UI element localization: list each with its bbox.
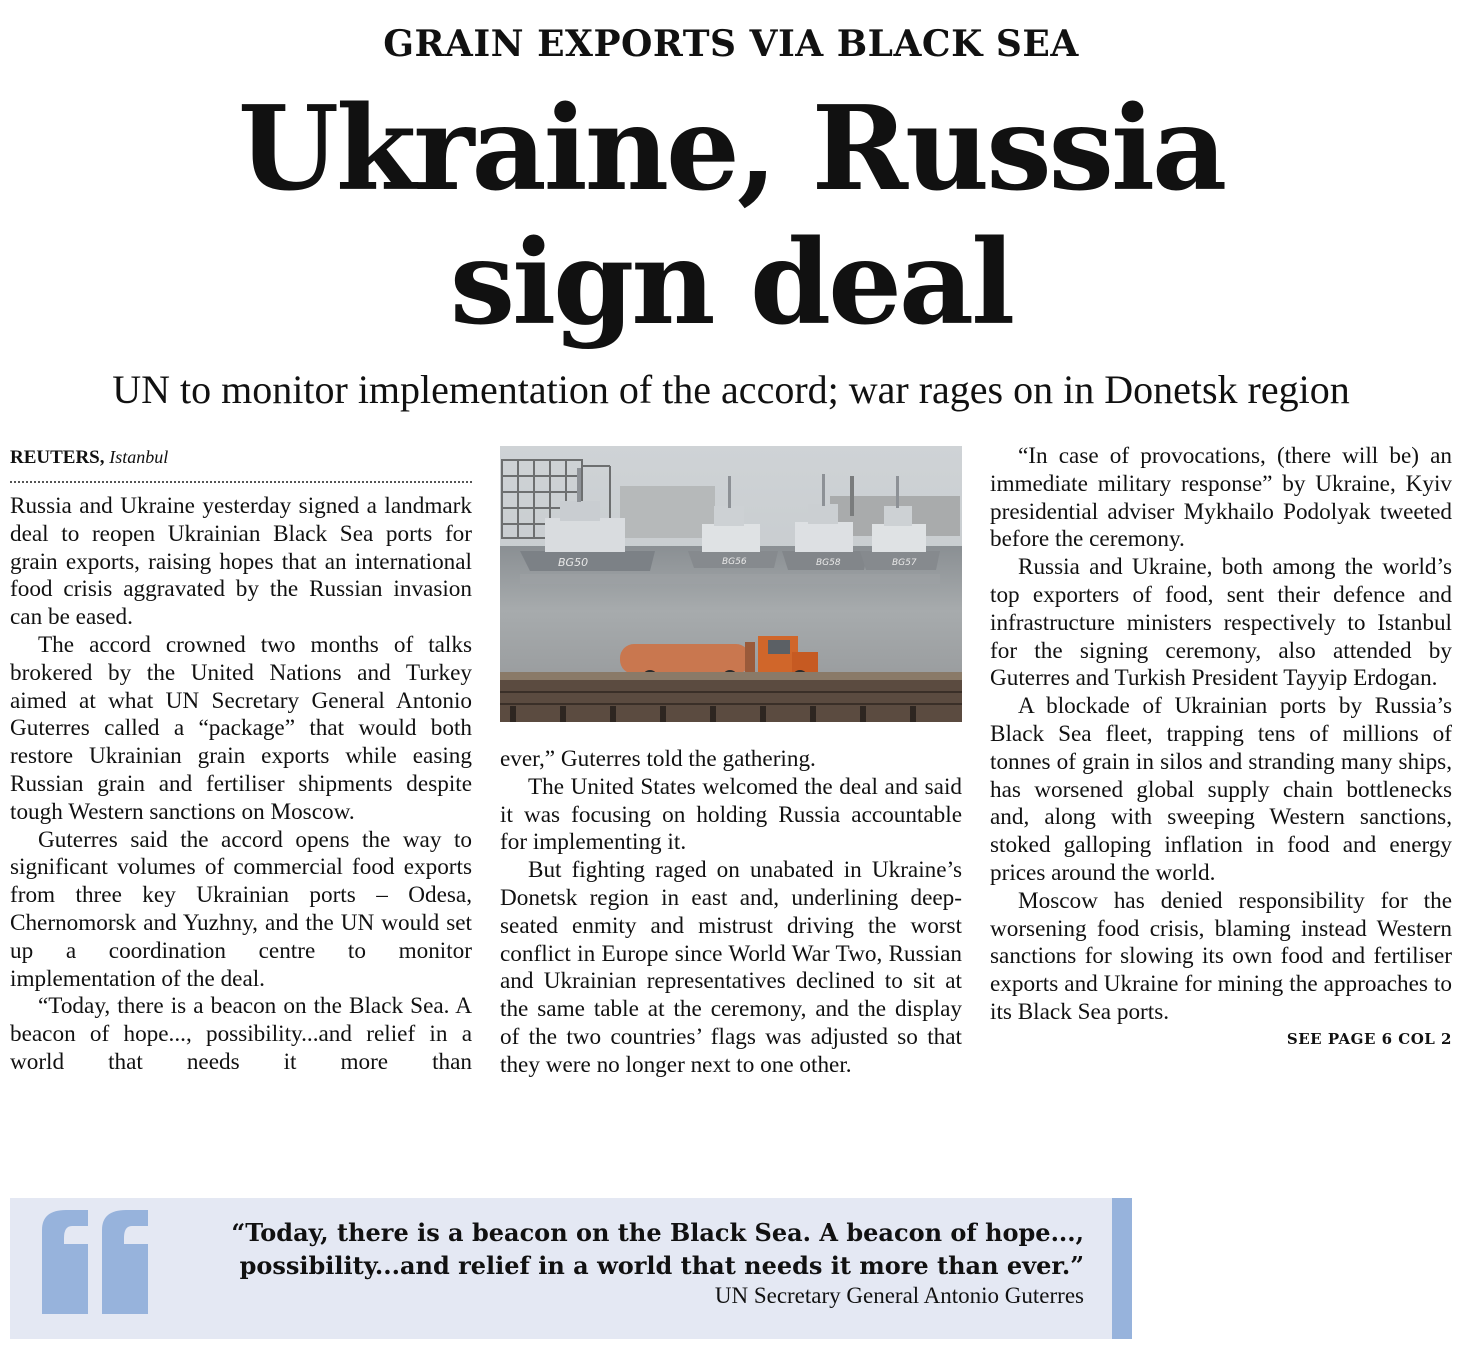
- paragraph: “Today, there is a beacon on the Black Sea. A beacon of hope..., possibility...and relief in a world that needs it more than: [10, 993, 472, 1075]
- hull-number: BG56: [722, 557, 747, 567]
- byline-agency: REUTERS,: [10, 447, 105, 468]
- headline-line-1: Ukraine, Russia: [237, 81, 1225, 217]
- paragraph: ever,” Guterres told the gathering.: [500, 746, 816, 772]
- paragraph: Moscow has denied responsibility for the worsening food crisis, blaming instead Western sanctions for slowing its own food and fertiliser exports and Ukraine for mining the approaches to its Black Sea ports.: [990, 887, 1452, 1025]
- hull-number: BG50: [558, 556, 589, 569]
- quotation-mark-icon: [36, 1204, 156, 1324]
- article-column-3: [990, 443, 1452, 1051]
- paragraph: The United States welcomed the deal and said it was focusing on holding Russia accountable for implementing it.: [500, 773, 962, 856]
- pull-quote-attribution: UN Secretary General Antonio Guterres: [714, 1283, 1084, 1308]
- pull-quote-accent-bar: [1112, 1198, 1132, 1339]
- paragraph: Russia and Ukraine yesterday signed a landmark deal to reopen Ukrainian Black Sea ports for grain exports, raising hopes that an international food crisis aggravated by the Russian invasion can be eased.: [10, 493, 472, 631]
- hull-number: BG57: [892, 558, 917, 568]
- ships-and-tanker-illustration: [500, 446, 962, 722]
- headline-line-2: sign deal: [449, 215, 1013, 351]
- pull-quote-text: [184, 1216, 1084, 1282]
- pull-quote-box: [10, 1198, 1132, 1339]
- headline: [0, 82, 1462, 350]
- pull-quote-line-2: possibility...and relief in a world that needs it more than ever.”: [239, 1251, 1084, 1280]
- continued-on-page: SEE PAGE 6 COL 2: [1286, 1029, 1452, 1048]
- article-column-2: [500, 746, 962, 1080]
- byline: [10, 443, 472, 483]
- paragraph: But fighting raged on unabated in Ukraine’s Donetsk region in east and, underlining deep-seated enmity and mistrust driving the worst conflict in Europe since World War Two, Russian and Ukrainian representatives declined to sit at the same table at the ceremony, and the display of the two countries’ flags was adjusted so that they were no longer next to one other.: [500, 857, 962, 1078]
- paragraph: A blockade of Ukrainian ports by Russia’s Black Sea fleet, trapping tens of millions of tonnes of grain in silos and stranding many ships, has worsened global supply chain bottlenecks and, along with sweeping Western sanctions, stoked galloping inflation in food and energy prices around the world.: [990, 693, 1452, 886]
- paragraph: Russia and Ukraine, both among the world’s top exporters of food, sent their defence and infrastructure ministers respectively to Istanbul for the signing ceremony, also attended by Guterres and Turkish President Tayyip Erdogan.: [990, 554, 1452, 692]
- pull-quote-line-1: “Today, there is a beacon on the Black Sea. A beacon of hope...,: [231, 1218, 1084, 1247]
- paragraph: “In case of provocations, (there will be) an immediate military response” by Ukraine, Kyiv presidential adviser Mykhailo Podolyak tweeted before the ceremony.: [990, 443, 1452, 553]
- hull-number: BG58: [816, 558, 841, 568]
- paragraph: Guterres said the accord opens the way to significant volumes of commercial food exports from three key Ukrainian ports – Odesa, Chernomorsk and Yuzhny, and the UN would set up a coordination centre to monitor implementation of the deal.: [10, 826, 472, 992]
- byline-place: Istanbul: [109, 447, 169, 467]
- deck-subheadline: UN to monitor implementation of the accord; war rages on in Donetsk region: [112, 367, 1350, 412]
- article-column-1: [10, 443, 472, 1077]
- paragraph: The accord crowned two months of talks brokered by the United Nations and Turkey aimed at what UN Secretary General Antonio Guterres called a “package” that would both restore Ukrainian grain exports while easing Russian grain and fertiliser shipments despite tough Western sanctions on Moscow.: [10, 631, 472, 825]
- kicker: GRAIN EXPORTS VIA BLACK SEA: [383, 23, 1079, 65]
- article-photo: [500, 446, 962, 722]
